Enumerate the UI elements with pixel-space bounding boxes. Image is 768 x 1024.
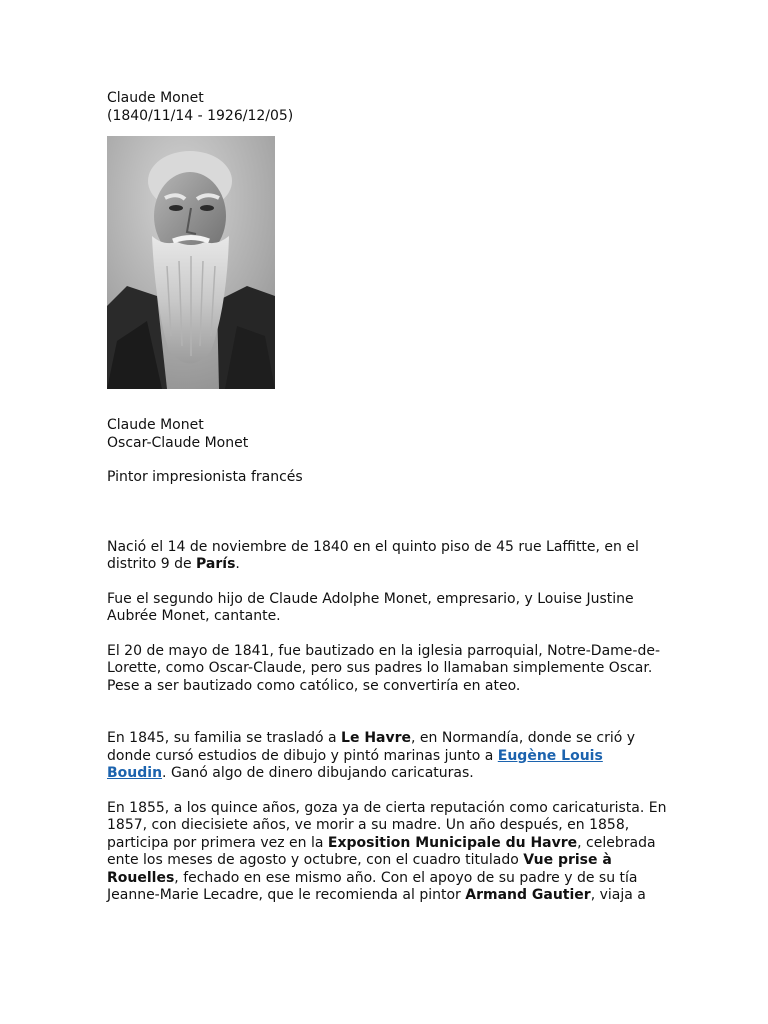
bio-p5-text-2: , celebrada ente los meses de agosto y octubre, con el cuadro titulado xyxy=(107,834,656,868)
boudin-link[interactable]: Eugène Louis Boudin xyxy=(107,747,603,781)
header-name: Claude Monet xyxy=(107,90,204,106)
bio-paragraph-2: Fue el segundo hijo de Claude Adolphe Monet, empresario, y Louise Justine Aubrée Monet, cantante. xyxy=(107,590,634,624)
identity-name: Claude Monet xyxy=(107,417,204,433)
bio-p5-exposition: Exposition Municipale du Havre xyxy=(327,834,578,851)
bio-paragraph-3: El 20 de mayo de 1841, fue bautizado en la iglesia parroquial, Notre-Dame-de-Lorette, como Oscar-Claude, pero sus padres lo llamaban simplemente Oscar. Pese a ser bautizado como católico, se convertiría en ateo. xyxy=(107,642,661,694)
bio-p4-text-3: . Ganó algo de dinero dibujando caricaturas. xyxy=(162,765,474,781)
portrait-image xyxy=(107,136,275,389)
bio-p4-le-havre: Le Havre xyxy=(341,730,412,746)
bio-p5-text-4: , viaja a xyxy=(590,887,646,903)
header-dates: (1840/11/14 - 1926/12/05) xyxy=(107,107,294,124)
bio-p5-gautier: Armand Gautier xyxy=(465,887,591,903)
bio-p1-paris: París xyxy=(196,556,236,572)
bio-p1-end: . xyxy=(235,556,240,572)
bio-p4-text-2: , en Normandía, donde se crió y donde cursó estudios de dibujo y pintó marinas junto a xyxy=(107,730,636,764)
bio-paragraph-5 xyxy=(107,800,667,905)
bio-paragraph-1 xyxy=(107,539,667,574)
bio-p4-text: En 1845, su familia se trasladó a xyxy=(107,730,342,746)
bio-paragraph-4 xyxy=(107,730,667,783)
portrait-photo xyxy=(107,136,275,389)
bio-p5-text: En 1855, a los quince años, goza ya de cierta reputación como caricaturista. En 1857, con diecisiete años, ve morir a su madre. Un año después, en 1858, participa por primera vez en la xyxy=(107,799,667,851)
bio-p5-text-3: , fechado en ese mismo año. Con el apoyo de su padre y de su tía Jeanne-Marie Lecadre, que le recomienda al pintor xyxy=(107,869,638,903)
identity-full-name: Oscar-Claude Monet xyxy=(107,434,249,451)
bio-p1-text: Nació el 14 de noviembre de 1840 en el quinto piso de 45 rue Laffitte, en el distrito 9 de xyxy=(107,538,639,572)
identity-description: Pintor impresionista francés xyxy=(107,469,303,485)
bio-p5-painting-title: Vue prise à Rouelles xyxy=(107,852,612,886)
document-body xyxy=(107,90,667,905)
